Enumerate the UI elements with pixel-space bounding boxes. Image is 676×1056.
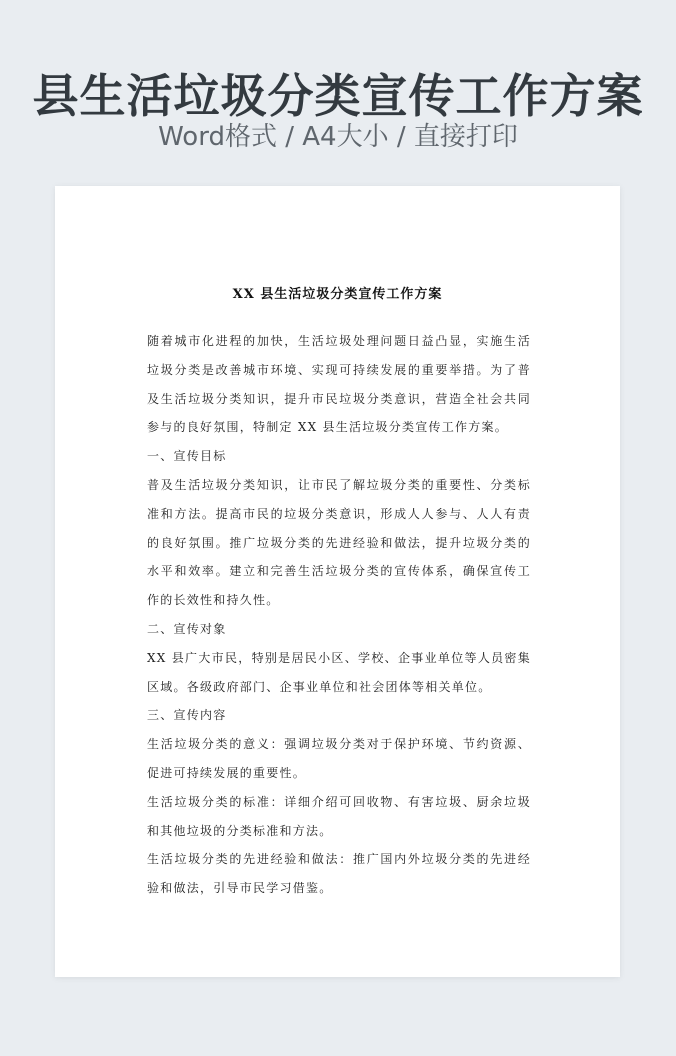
section-heading-audience: 二、宣传对象 xyxy=(147,621,227,636)
section-heading-content: 三、宣传内容 xyxy=(147,708,227,723)
goals-paragraph: 普及生活垃圾分类知识，让市民了解垃圾分类的重要性、分类标准和方法。提高市民的垃圾分类意识，形成人人参与、人人有责的良好氛围。推广垃圾分类的先进经验和做法，提升垃圾分类的水平和效率。建立和完善生活垃圾分类的宣传体系，确保宣传工作的长效性和持久性。 xyxy=(147,477,531,608)
banner-title: 县生活垃圾分类宣传工作方案 xyxy=(32,69,644,123)
document-title: XX 县生活垃圾分类宣传工作方案 xyxy=(232,287,443,302)
content-item-standards: 生活垃圾分类的标准：详细介绍可回收物、有害垃圾、厨余垃圾和其他垃圾的分类标准和方法。 xyxy=(147,794,531,838)
document-page xyxy=(55,186,620,977)
document-body xyxy=(147,327,531,903)
content-item-experience: 生活垃圾分类的先进经验和做法：推广国内外垃圾分类的先进经验和做法，引导市民学习借鉴。 xyxy=(147,852,531,896)
audience-paragraph: XX 县广大市民，特别是居民小区、学校、企事业单位等人员密集区域。各级政府部门、企事业单位和社会团体等相关单位。 xyxy=(147,650,531,694)
intro-paragraph: 随着城市化进程的加快，生活垃圾处理问题日益凸显，实施生活垃圾分类是改善城市环境、实现可持续发展的重要举措。为了普及生活垃圾分类知识，提升市民垃圾分类意识，营造全社会共同参与的良好氛围，特制定 XX 县生活垃圾分类宣传工作方案。 xyxy=(147,334,531,435)
banner-subtitle: Word格式 / A4大小 / 直接打印 xyxy=(158,122,518,152)
content-item-significance: 生活垃圾分类的意义：强调垃圾分类对于保护环境、节约资源、促进可持续发展的重要性。 xyxy=(147,737,531,780)
section-heading-goals: 一、宣传目标 xyxy=(147,449,227,464)
